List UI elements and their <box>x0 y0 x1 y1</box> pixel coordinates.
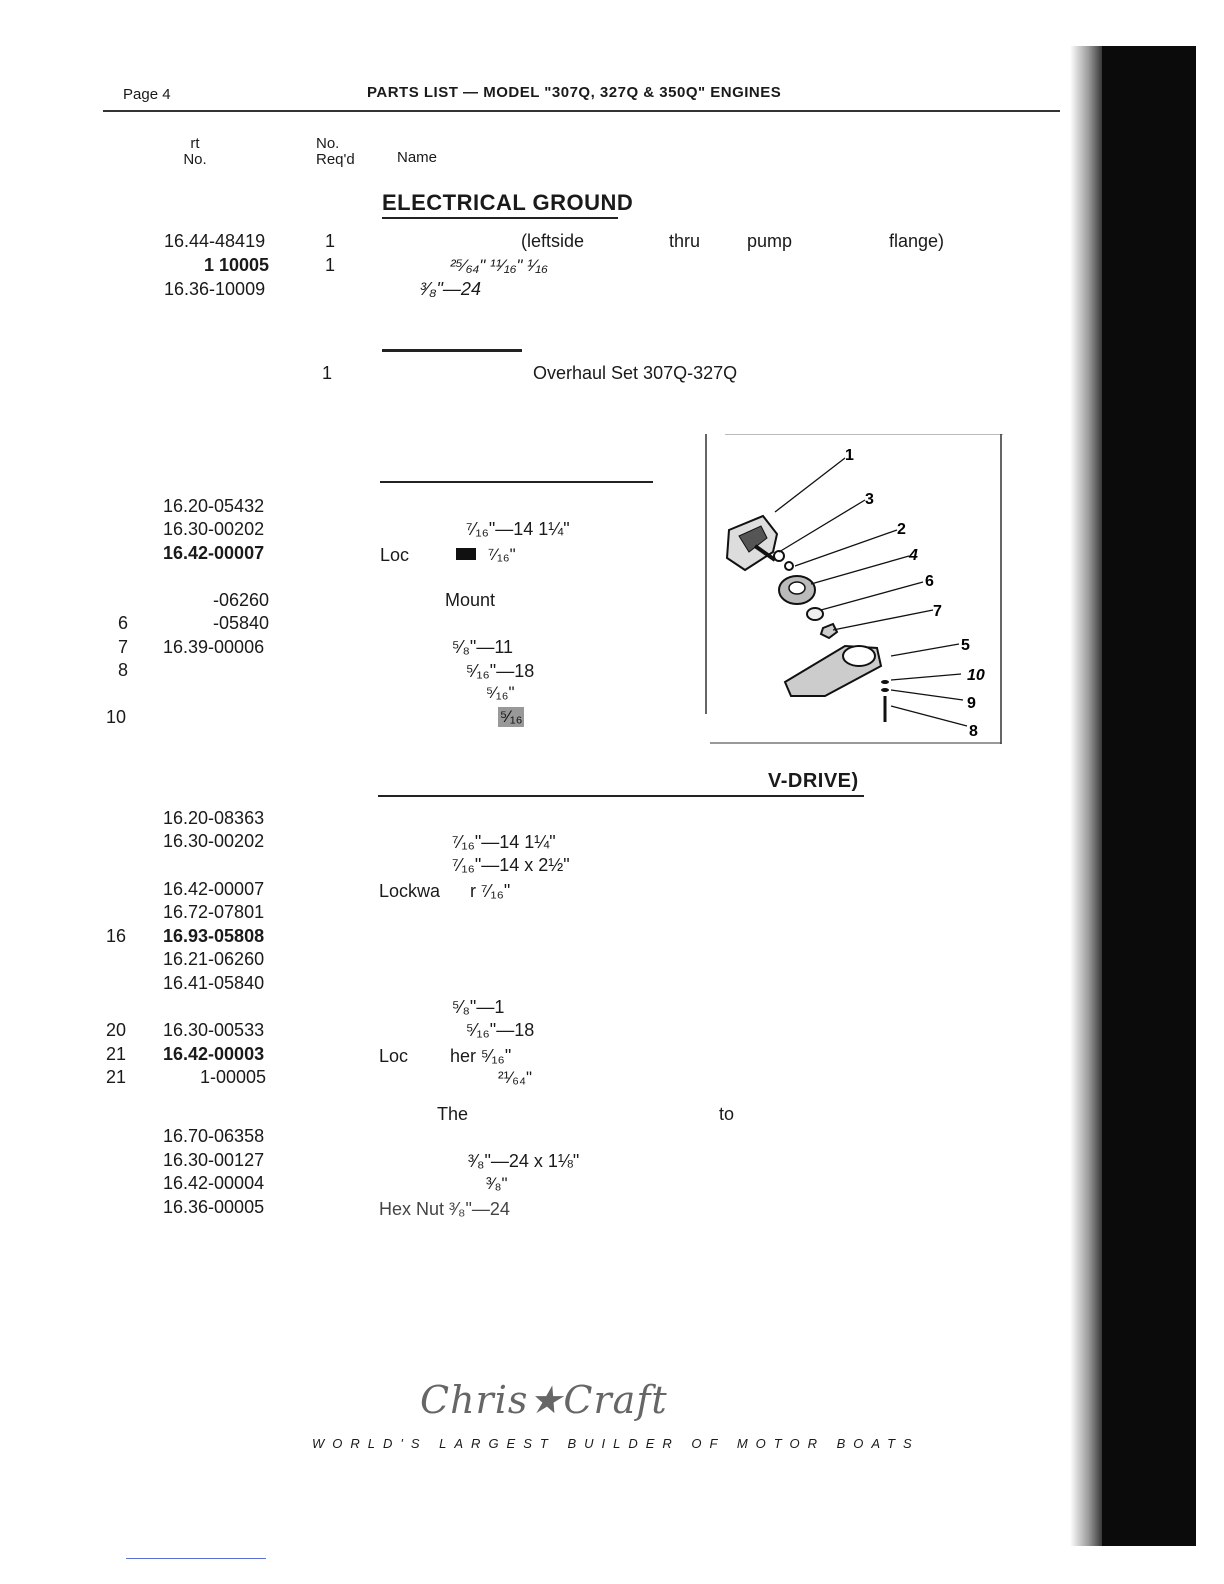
part-number: 16.36-10009 <box>164 279 266 299</box>
name-text: r ⁷⁄₁₆" <box>470 881 511 901</box>
name-text: (leftside <box>521 231 585 251</box>
part-number: 16.21-06260 <box>163 949 265 969</box>
part-number: 16.93-05808 <box>163 926 265 946</box>
name-text: Mount <box>445 590 496 610</box>
part-number: 16.42-00003 <box>163 1044 265 1064</box>
part-number: 16.42-00007 <box>163 879 265 899</box>
name-text: ³⁄₈"—24 <box>420 279 481 299</box>
part-number: 16.39-00006 <box>163 637 265 657</box>
footer-tagline: WORLD'S LARGEST BUILDER OF MOTOR BOATS <box>312 1436 920 1451</box>
part-number: -05840 <box>213 613 270 633</box>
part-number: 16.20-08363 <box>163 808 265 828</box>
engine-mount-exploded-icon <box>705 434 1003 744</box>
qty: 1 <box>325 231 336 251</box>
name-text: ⁵⁄₈"—11 <box>452 637 514 657</box>
page-number: Page 4 <box>123 86 171 103</box>
ref-number: 21 <box>106 1067 127 1087</box>
part-number: 16.30-00202 <box>163 519 265 539</box>
section-rule <box>380 481 653 483</box>
callout-9: 9 <box>967 695 976 712</box>
name-text: ³⁄₈" <box>486 1174 508 1193</box>
name-text: ⁵⁄₁₆" <box>486 683 515 702</box>
chris-craft-logo <box>300 1378 800 1430</box>
name-text: to <box>719 1104 735 1124</box>
callout-6: 6 <box>925 573 934 590</box>
ref-number: 8 <box>118 660 129 680</box>
scan-black-bar <box>1102 46 1196 1546</box>
callout-3: 3 <box>865 491 874 508</box>
name-text: ²¹⁄₆₄" <box>498 1068 532 1087</box>
section-rule <box>382 217 618 219</box>
section-title-electrical-ground: ELECTRICAL GROUND <box>382 190 634 215</box>
col-header-part-no: rt No. <box>183 135 207 168</box>
name-text: ³⁄₈"—24 x 1⅛" <box>468 1151 580 1171</box>
engine-mount-figure <box>705 434 1003 744</box>
part-number: 16.20-05432 <box>163 496 265 516</box>
name-text: ⁷⁄₁₆" <box>488 545 516 564</box>
part-number: 1 10005 <box>204 255 270 275</box>
name-text: ⁷⁄₁₆"—14 x 2½" <box>452 855 570 875</box>
name-text: pump <box>747 231 793 251</box>
header-rule <box>103 110 1060 112</box>
name-text: ⁷⁄₁₆"—14 1¼" <box>466 519 570 539</box>
section-title-v-drive: V-DRIVE) <box>768 770 859 792</box>
ref-number: 21 <box>106 1044 127 1064</box>
part-number: 16.30-00202 <box>163 831 265 851</box>
part-number: 16.30-00533 <box>163 1020 265 1040</box>
section-rule <box>378 795 864 797</box>
name-text: ⁵⁄₈"—1 <box>452 997 505 1017</box>
logo-script-text: Chris★Craft <box>420 1378 668 1422</box>
ref-number: 6 <box>118 613 129 633</box>
callout-2: 2 <box>897 521 906 538</box>
name-text: flange) <box>889 231 945 251</box>
part-number: 16.70-06358 <box>163 1126 265 1146</box>
qty: 1 <box>325 255 336 275</box>
callout-4: 4 <box>909 547 918 564</box>
callout-8: 8 <box>969 723 978 740</box>
name-text: ⁵⁄₁₆ <box>500 707 523 726</box>
part-number: 16.42-00004 <box>163 1173 265 1193</box>
callout-7: 7 <box>933 603 942 620</box>
name-text: ⁵⁄₁₆"—18 <box>466 661 535 681</box>
name-text: Overhaul Set 307Q-327Q <box>533 363 738 383</box>
name-text: her ⁵⁄₁₆" <box>450 1046 512 1066</box>
ref-number: 20 <box>106 1020 127 1040</box>
name-text: ⁷⁄₁₆"—14 1¼" <box>452 832 556 852</box>
name-text: thru <box>669 231 701 251</box>
section-rule <box>382 349 522 352</box>
redaction-block <box>456 548 476 560</box>
name-text: Loc <box>379 1046 409 1066</box>
name-text: Lockwa <box>379 881 441 901</box>
part-number: 16.42-00007 <box>163 543 265 563</box>
part-number: 16.41-05840 <box>163 973 265 993</box>
page-title: PARTS LIST — MODEL "307Q, 327Q & 350Q" ENGINES <box>367 84 782 101</box>
name-text: The <box>437 1104 469 1124</box>
callout-5: 5 <box>961 637 970 654</box>
link-underline <box>126 1558 266 1559</box>
ref-number: 10 <box>106 707 127 727</box>
callout-10: 10 <box>967 667 985 684</box>
part-number: 16.36-00005 <box>163 1197 265 1217</box>
name-text: ⁵⁄₁₆"—18 <box>466 1020 535 1040</box>
part-number: 16.72-07801 <box>163 902 265 922</box>
col-header-name: Name <box>397 149 438 166</box>
qty: 1 <box>322 363 333 383</box>
part-number: 1-00005 <box>200 1067 267 1087</box>
scan-edge-shadow <box>1070 46 1104 1546</box>
part-number: 16.44-48419 <box>164 231 266 251</box>
ref-number: 16 <box>106 926 127 946</box>
ref-number: 7 <box>118 637 129 657</box>
name-text: ²⁵⁄₆₄" ¹¹⁄₁₆" ¹⁄₁₆ <box>450 256 548 275</box>
name-text: Loc <box>380 545 410 565</box>
callout-1: 1 <box>845 447 854 464</box>
name-text: Hex Nut ³⁄₈"—24 <box>379 1199 510 1219</box>
part-number: 16.30-00127 <box>163 1150 265 1170</box>
col-header-no-reqd: No. Req'd <box>316 135 355 168</box>
part-number: -06260 <box>213 590 270 610</box>
